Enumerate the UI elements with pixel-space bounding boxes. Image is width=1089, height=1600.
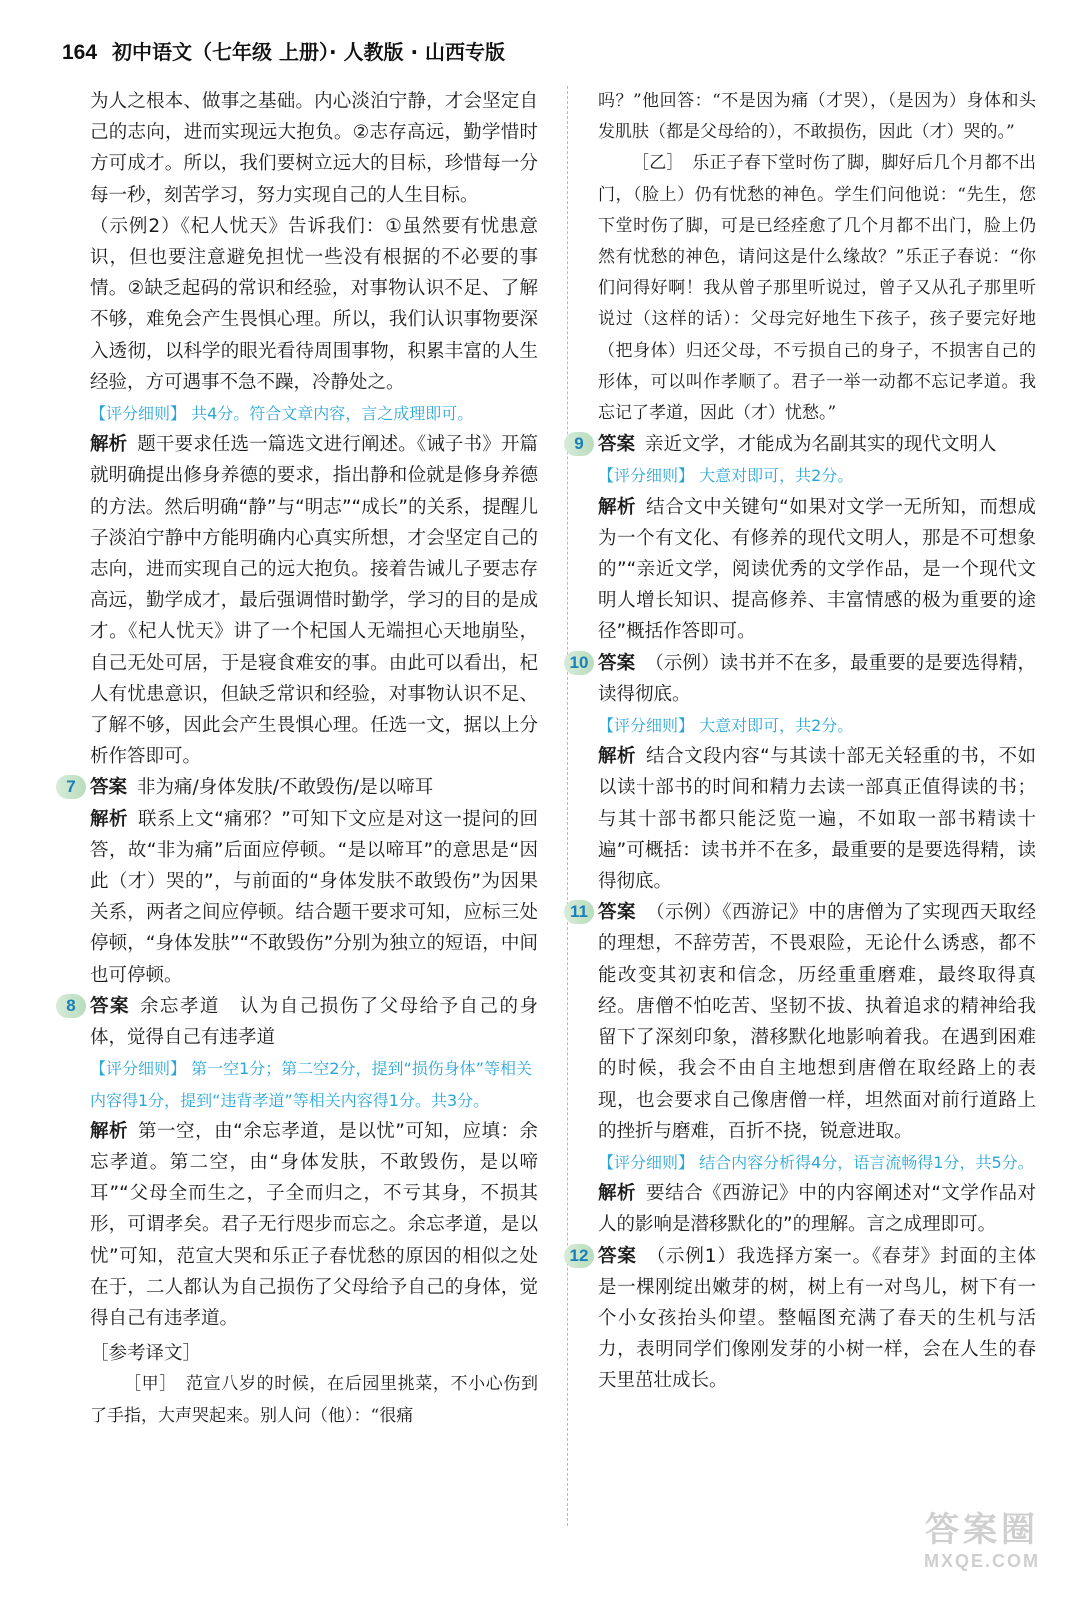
- analysis-text: 结合文段内容“与其读十部无关轻重的书，不如以读十部书的时间和精力去读一部真正值得读的书；与其十部书都只能泛览一遍，不如取一部书精读十遍”可概括：读书并不在多，最重要的是要选得精，读得彻底。: [598, 746, 1036, 893]
- page-title: 初中语文（七年级 上册）· 人教版 · 山西专版: [112, 40, 506, 64]
- analysis-10: [598, 741, 1036, 897]
- question-number-badge: 7: [56, 775, 86, 799]
- scoring-text: 大意对即可，共2分。: [699, 716, 854, 736]
- analysis-7: [90, 804, 538, 991]
- answer-label: 答案: [90, 995, 130, 1017]
- scoring-criteria-8: [90, 1053, 538, 1115]
- answer-label: 答案: [598, 1245, 637, 1267]
- question-number-badge: 9: [564, 432, 594, 456]
- scoring-criteria-9: [598, 460, 1036, 491]
- answer-text: 余忘孝道 认为自己损伤了父母给予自己的身体，觉得自己有违孝道: [90, 995, 538, 1049]
- translation-jia-continued: 吗？”他回答：“不是因为痛（才哭），（是因为）身体和头发肌肤（都是父母给的），不敢损伤，因此（才）哭的。”: [598, 91, 1036, 143]
- scoring-criteria-10: [598, 710, 1036, 741]
- scoring-tag: 【评分细则】: [598, 466, 695, 486]
- answer-11: [598, 897, 1036, 1147]
- scoring-criteria-6: [90, 398, 538, 429]
- analysis-label: 解析: [598, 496, 637, 518]
- analysis-9: [598, 492, 1036, 648]
- answer-6-continued: 为人之根本、做事之基础。内心淡泊宁静，才会坚定自己的志向，进而实现远大抱负。②志存高远，勤学惜时方可成才。所以，我们要树立远大的目标，珍惜每一分每一秒，刻苦学习，努力实现自己的人生目标。: [90, 91, 538, 206]
- translation-jia: [90, 1369, 538, 1431]
- question-number-badge: 11: [564, 900, 594, 924]
- column-divider: [567, 86, 568, 1526]
- translation-jia-tag: ［甲］: [124, 1374, 169, 1395]
- answer-label: 答案: [598, 434, 636, 456]
- analysis-text: 题干要求任选一篇选文进行阐述。《诫子书》开篇就明确提出修身养德的要求，指出静和俭就是修身养德的方法。然后明确“静”与“明志”“成长”的关系，提醒儿子淡泊宁静中方能明确内心真实所想，才会坚定自己的志向，进而实现自己的远大抱负。接着告诫儿子要志存高远，勤学成才，最后强调惜时勤学，学习的目的是成才。《杞人忧天》讲了一个杞国人无端担心天地崩坠，自己无处可居，于是寝食难安的事。由此可以看出，杞人有忧患意识，但缺乏常识和经验，对事物认识不足、了解不够，因此会产生畏惧心理。任选一文，据以上分析作答即可。: [90, 434, 538, 768]
- analysis-label: 解析: [90, 1120, 129, 1142]
- question-number-badge: 8: [56, 994, 86, 1018]
- left-column: [66, 86, 539, 1432]
- analysis-label: 解析: [90, 434, 128, 456]
- answer-7: [90, 772, 538, 803]
- answer-label: 答案: [598, 902, 637, 924]
- scoring-tag: 【评分细则】: [598, 716, 695, 736]
- analysis-text: 结合文中关键句“如果对文学一无所知，而想成为一个有文化、有修养的现代文明人，那是不可想象的”“亲近文学，阅读优秀的文学作品，是一个现代文明人增长知识、提高修养、丰富情感的极为重要的途径”概括作答即可。: [598, 496, 1036, 643]
- page-header: [62, 36, 505, 72]
- scoring-text: 第一空1分；第二空2分，提到“损伤身体”等相关内容得1分，提到“违背孝道”等相关内容得1分。共3分。: [90, 1059, 533, 1110]
- translation-jia-text: 范宣八岁的时候，在后园里挑菜，不小心伤到了手指，大声哭起来。别人问（他）：“很痛: [90, 1374, 539, 1426]
- scoring-text: 结合内容分析得4分，语言流畅得1分，共5分。: [699, 1152, 1034, 1172]
- analysis-label: 解析: [598, 1183, 637, 1205]
- answer-9: [598, 429, 1036, 460]
- answer-12: [598, 1241, 1036, 1397]
- question-11: [570, 897, 1036, 1240]
- answer-10: [598, 648, 1036, 710]
- question-10: [569, 648, 1036, 898]
- analysis-text: 要结合《西游记》中的内容阐述对“文学作品对人的影响是潜移默化的”的理解。言之成理即可。: [598, 1183, 1036, 1236]
- watermark-text: 答案圈: [925, 1510, 1039, 1550]
- translation-header: ［参考译文］: [90, 1343, 202, 1365]
- question-7: [66, 772, 538, 990]
- scoring-tag: 【评分细则】: [598, 1152, 695, 1172]
- scoring-criteria-11: [598, 1147, 1036, 1178]
- translation-yi-tag: ［乙］: [632, 153, 676, 174]
- analysis-label: 解析: [598, 746, 637, 768]
- analysis-text: 联系上文“痛邪？”可知下文应是对这一提问的回答，故“非为痛”后面应停顿。“是以啼耳”的意思是“因此（才）哭的”，与前面的“身体发肤不敢毁伤”为因果关系，两者之间应停顿。结合题干要求可知，应标三处停顿，“身体发肤”“不敢毁伤”分别为独立的短语，中间也可停顿。: [90, 808, 538, 986]
- scoring-tag: 【评分细则】: [90, 404, 187, 424]
- answer-text: 非为痛/身体发肤/不敢毁伤/是以啼耳: [137, 777, 434, 799]
- watermark-url: MXQE.COM: [923, 1551, 1040, 1571]
- analysis-8: [90, 1116, 538, 1334]
- answer-text: （示例1）我选择方案一。《春芽》封面的主体是一棵刚绽出嫩芽的树，树上有一对鸟儿，树下有一个小女孩抬头仰望。整幅图充满了春天的生机与活力，表明同学们像刚发芽的小树一样，会在人生的春天里茁壮成长。: [598, 1245, 1036, 1392]
- answer-text: （示例）读书并不在多，最重要的是要选得精，读得彻底。: [598, 652, 1036, 705]
- analysis-11: [598, 1178, 1036, 1240]
- scoring-tag: 【评分细则】: [90, 1059, 187, 1079]
- question-8: [66, 991, 538, 1334]
- scoring-text: 共4分。符合文章内容，言之成理即可。: [191, 404, 474, 424]
- question-12: [569, 1241, 1036, 1397]
- answer-8: [90, 991, 538, 1053]
- answer-label: 答案: [598, 652, 636, 674]
- analysis-6: [90, 429, 538, 772]
- watermark-logo: [897, 1510, 1067, 1582]
- answer-6-example-2: （示例2）《杞人忧天》告诉我们：①虽然要有忧患意识，但也要注意避免担忧一些没有根据的不必要的事情。②缺乏起码的常识和经验，对事物认识不足、了解不够，难免会产生畏惧心理。所以，我们认识事物要深入透彻，以科学的眼光看待周围事物，积累丰富的人生经验，方可遇事不急不躁，冷静处之。: [90, 215, 538, 393]
- translation-yi: [598, 148, 1036, 429]
- question-9: [574, 429, 1036, 647]
- page-number: 164: [62, 41, 98, 64]
- scoring-text: 大意对即可，共2分。: [699, 466, 854, 486]
- answer-text: （示例）《西游记》中的唐僧为了实现西天取经的理想，不辞劳苦，不畏艰险，无论什么诱惑，都不能改变其初衷和信念，历经重重磨难，最终取得真经。唐僧不怕吃苦、坚韧不拔、执着追求的精神给我留下了深刻印象，潜移默化地影响着我。在遇到困难的时候，我会不由自主地想到唐僧在取经路上的表现，也会要求自己像唐僧一样，坦然面对前行道路上的挫折与磨难，百折不挠，锐意进取。: [598, 902, 1036, 1142]
- answer-text: 亲近文学，才能成为名副其实的现代文明人: [645, 434, 997, 456]
- analysis-text: 第一空，由“余忘孝道，是以忧”可知，应填：余忘孝道。第二空，由“身体发肤，不敢毁伤，是以啼耳”“父母全而生之，子全而归之，不亏其身，不损其形，可谓孝矣。君子无行咫步而忘之。余忘孝道，是以忧”可知，范宣大哭和乐正子春忧愁的原因的相似之处在于，二人都认为自己损伤了父母给予自己的身体，觉得自己有违孝道。: [90, 1120, 538, 1329]
- right-column: [569, 86, 1037, 1397]
- question-number-badge: 10: [564, 651, 594, 675]
- question-number-badge: 12: [564, 1244, 594, 1268]
- translation-yi-text: 乐正子春下堂时伤了脚，脚好后几个月都不出门，（脸上）仍有忧愁的神色。学生们问他说：“先生，您下堂时伤了脚，可是已经痊愈了几个月都不出门，脸上仍然有忧愁的神色，请问这是什么缘故？”乐正子春说：“你们问得好啊！我从曾子那里听说过，曾子又从孔子那里听说过（这样的话）：父母完好地生下孩子，孩子要完好地（把身体）归还父母，不亏损自己的身子，不损害自己的形体，可以叫作孝顺了。君子一举一动都不忘记孝道。我忘记了孝道，因此（才）忧愁。”: [598, 153, 1037, 424]
- analysis-label: 解析: [90, 808, 129, 830]
- answer-label: 答案: [90, 777, 128, 799]
